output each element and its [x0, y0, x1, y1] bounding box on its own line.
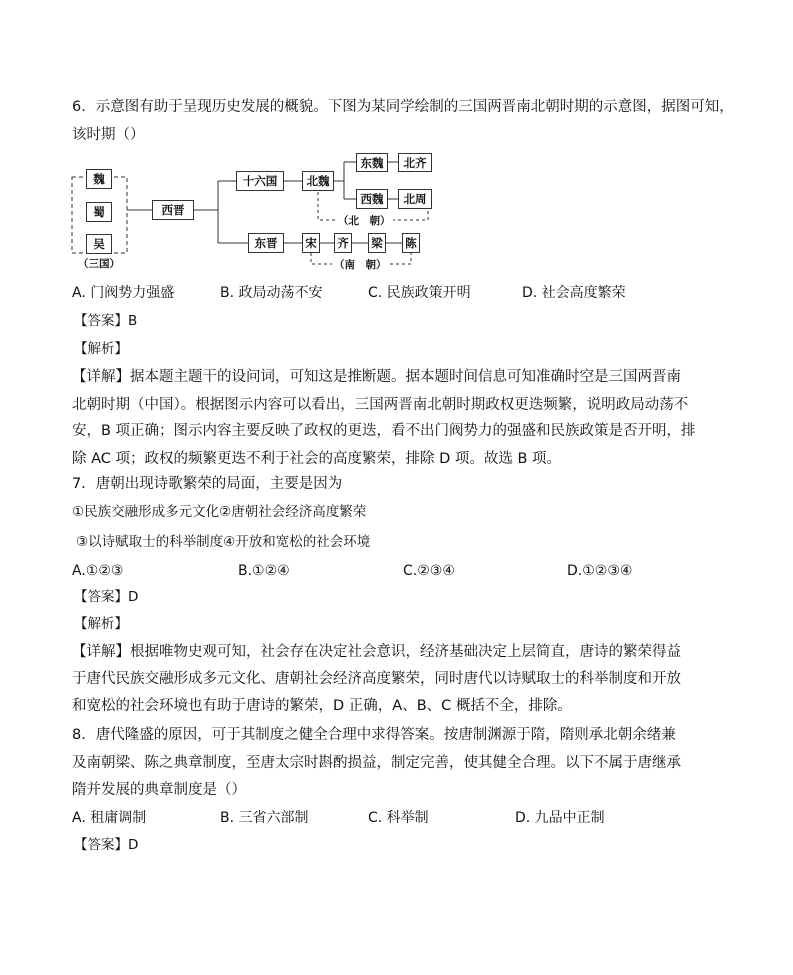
q8-answer: 【答案】D	[74, 837, 139, 853]
q8-option-b: B. 三省六部制	[220, 810, 309, 826]
diagram-connector-lines	[70, 150, 450, 275]
q7-items-line1: ①民族交融形成多元文化②唐朝社会经济高度繁荣	[72, 504, 367, 520]
q6-stem-line1: 6．示意图有助于呈现历史发展的概貌。下图为某同学绘制的三国两晋南北朝时期的示意图，据图可知，	[72, 99, 734, 115]
q7-detail-line1: 【详解】根据唯物史观可知，社会存在决定社会意识，经济基础决定上层简直，唐诗的繁荣得益	[72, 644, 681, 660]
q8-option-a: A. 租庸调制	[72, 810, 147, 826]
box-xijin: 西晋	[152, 200, 194, 220]
q8-stem-line2: 及南朝梁、陈之典章制度，至唐太宗时斟酌损益，制定完善，使其健全合理。以下不属于唐继承	[72, 755, 681, 771]
box-shiliuguo: 十六国	[236, 171, 284, 191]
box-beizhou: 北周	[398, 189, 432, 209]
q6-option-a: A. 门阀势力强盛	[72, 285, 175, 301]
label-sanguo: （三国）	[78, 258, 120, 270]
q6-option-c: C. 民族政策开明	[368, 285, 471, 301]
q7-items-line2: ③以诗赋取士的科举制度④开放和宽松的社会环境	[76, 534, 371, 550]
q7-option-b: B.①②④	[238, 563, 290, 579]
q7-option-a: A.①②③	[72, 563, 124, 579]
q7-detail-line2: 于唐代民族交融形成多元文化、唐朝社会经济高度繁荣，同时唐代以诗赋取士的科举制度和开放	[72, 671, 681, 687]
box-beiwei: 北魏	[302, 171, 334, 191]
q6-detail-line1: 【详解】据本题主题干的设问词，可知这是推断题。据本题时间信息可知准确时空是三国两晋南	[72, 369, 681, 385]
q6-detail-line2: 北朝时期（中国）。根据图示内容可以看出，三国两晋南北朝时期政权更迭频繁，说明政局动荡不	[72, 397, 689, 413]
q6-stem-line2: 该时期（）	[72, 127, 145, 143]
box-chen: 陈	[402, 233, 420, 253]
box-beiqi: 北齐	[398, 153, 432, 172]
box-wu: 吴	[86, 234, 112, 254]
box-qi: 齐	[334, 233, 352, 253]
q6-analysis-heading: 【解析】	[74, 341, 128, 357]
q8-stem-line1: 8．唐代隆盛的原因，可于其制度之健全合理中求得答案。按唐制渊源于隋，隋则承北朝余绪兼	[72, 727, 676, 743]
box-dongwei: 东魏	[356, 153, 388, 172]
q7-stem: 7．唐朝出现诗歌繁荣的局面，主要是因为	[72, 476, 343, 492]
q8-option-d: D. 九品中正制	[515, 810, 605, 826]
q7-detail-line3: 和宽松的社会环境也有助于唐诗的繁荣，D 正确，A、B、C 概括不全，排除。	[72, 698, 572, 714]
q6-answer: 【答案】B	[74, 313, 138, 329]
label-beichao: （北 朝）	[338, 215, 391, 227]
label-nanchao: （南 朝）	[334, 259, 387, 271]
box-liang: 梁	[368, 233, 386, 253]
box-song: 宋	[302, 233, 320, 253]
q7-answer: 【答案】D	[74, 589, 139, 605]
q6-option-b: B. 政局动荡不安	[220, 285, 323, 301]
box-xiwei: 西魏	[356, 189, 388, 209]
q6-option-d: D. 社会高度繁荣	[522, 285, 626, 301]
box-wei: 魏	[86, 169, 112, 189]
q8-stem-line3: 隋并发展的典章制度是（）	[72, 782, 246, 798]
q6-detail-line3: 安，B 项正确；图示内容主要反映了政权的更迭，看不出门阀势力的强盛和民族政策是否开明，排	[72, 423, 696, 439]
q7-option-c: C.②③④	[403, 563, 455, 579]
box-shu: 蜀	[86, 202, 112, 222]
dynasty-diagram	[70, 150, 450, 275]
q7-analysis-heading: 【解析】	[74, 616, 128, 632]
q8-option-c: C. 科举制	[368, 810, 429, 826]
box-dongjin: 东晋	[248, 233, 284, 253]
q6-detail-line4: 除 AC 项；政权的频繁更迭不利于社会的高度繁荣，排除 D 项。故选 B 项。	[72, 451, 562, 467]
q7-option-d: D.①②③④	[567, 563, 633, 579]
